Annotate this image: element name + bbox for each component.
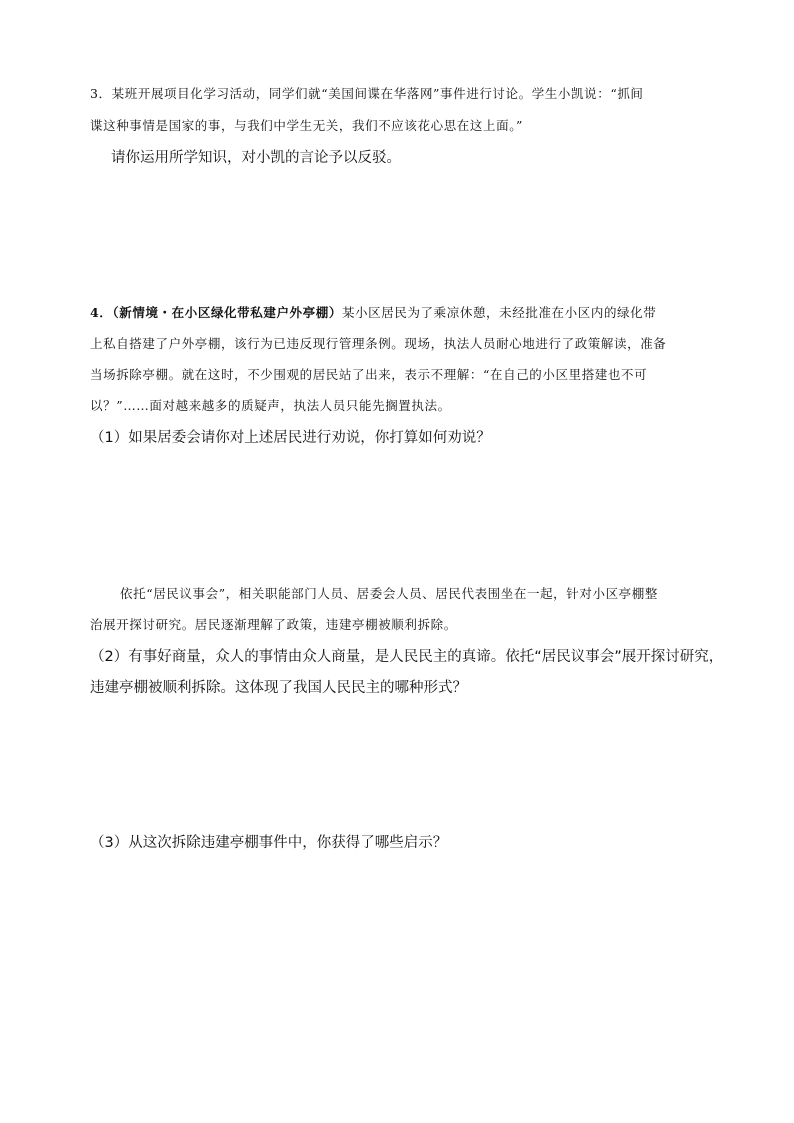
q4-context-tag: 4．（新情境・在小区绿化带私建户外亭棚） (90, 305, 342, 320)
q4-context-line-2: 治展开探讨研究。居民逐渐理解了政策，违建亭棚被顺利拆除。 (90, 617, 457, 632)
q4-sub-question-2-line-1: （2）有事好商量，众人的事情由众人商量，是人民民主的真谛。依托“居民议事会”展开探讨研究， (90, 649, 724, 665)
q4-context-line-1: 依托“居民议事会”，相关职能部门人员、居委会人员、居民代表围坐在一起，针对小区亭棚整 (120, 586, 658, 601)
q3-text-line-2: 谍这种事情是国家的事，与我们中学生无关，我们不应该花心思在这上面。” (90, 118, 524, 133)
q3-prompt: 请你运用所学知识，对小凯的言论予以反驳。 (111, 150, 401, 166)
q4-text-line-2: 上私自搭建了户外亭棚，该行为已违反现行管理条例。现场，执法人员耐心地进行了政策解读，准备 (90, 336, 667, 351)
q3-text-line-1: 3．某班开展项目化学习活动，同学们就“美国间谍在华落网”事件进行讨论。学生小凯说：“抓间 (90, 86, 644, 101)
q4-sub-question-3: （3）从这次拆除违建亭棚事件中，你获得了哪些启示？ (90, 835, 448, 851)
q4-text-line-1 (90, 302, 656, 321)
q4-sub-question-2-line-2: 违建亭棚被顺利拆除。这体现了我国人民民主的哪种形式？ (90, 680, 467, 696)
q4-text-line-3: 当场拆除亭棚。就在这时，不少围观的居民站了出来，表示不理解：“在自己的小区里搭建也不可 (90, 367, 648, 382)
q4-sub-question-1: （1）如果居委会请你对上述居民进行劝说，你打算如何劝说？ (90, 430, 491, 446)
q4-text-line-1-rest: 某小区居民为了乘凉休憩，未经批准在小区内的绿化带 (341, 305, 657, 320)
q4-text-line-4: 以？”……面对越来越多的质疑声，执法人员只能先搁置执法。 (90, 398, 451, 413)
